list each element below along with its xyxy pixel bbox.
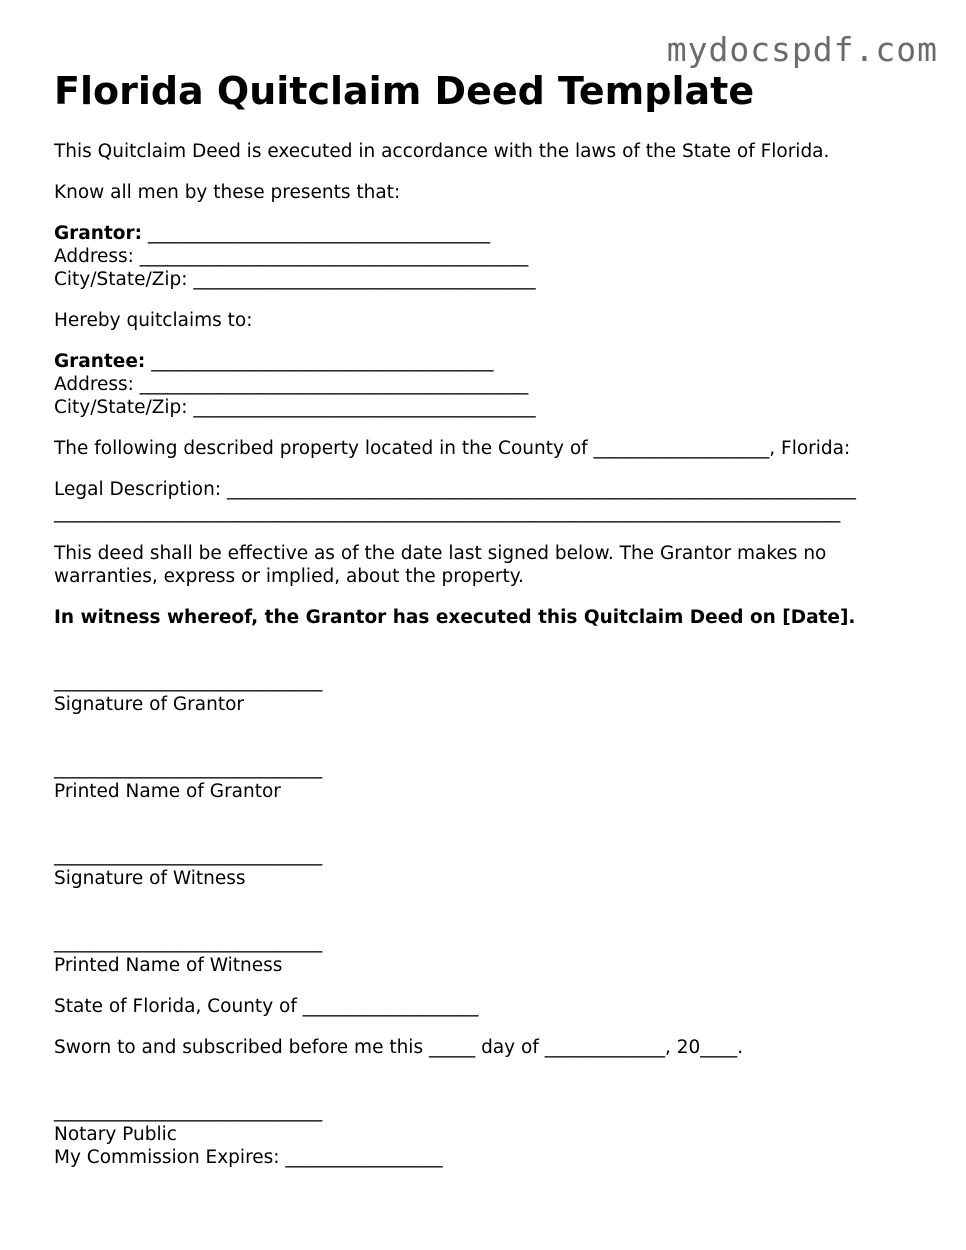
- property-county-field[interactable]: The following described property located in the County of ___________________, Florida:: [54, 438, 851, 459]
- signature-line[interactable]: _____________________________: [54, 671, 323, 692]
- grantee-name-line: _____________________________________: [145, 351, 494, 372]
- commission-expires-field[interactable]: My Commission Expires: _________________: [54, 1147, 443, 1168]
- grantee-label: Grantee:: [54, 351, 146, 372]
- grantor-field[interactable]: [54, 222, 914, 245]
- notary-block: [54, 1100, 914, 1169]
- legal-description-continuation[interactable]: _____________________________________________________________________________________: [54, 502, 841, 523]
- printed-name-witness: [54, 931, 914, 977]
- grantee-address-field[interactable]: Address: __________________________________________: [54, 374, 529, 395]
- grantee-city-field[interactable]: City/State/Zip: _____________________________________: [54, 397, 536, 418]
- signature-witness: [54, 844, 914, 890]
- witness-statement-text: In witness whereof, the Grantor has executed this Quitclaim Deed on [Date].: [54, 607, 856, 628]
- quitclaims-text: Hereby quitclaims to:: [54, 310, 253, 331]
- signature-line[interactable]: _____________________________: [54, 758, 323, 779]
- intro-text: This Quitclaim Deed is executed in accordance with the laws of the State of Florida.: [54, 141, 830, 162]
- notary-label: Notary Public: [54, 1124, 177, 1145]
- printed-name-grantor: [54, 757, 914, 803]
- effective-text: This deed shall be effective as of the date last signed below. The Grantor makes no warranties, express or implied, about the property.: [54, 543, 827, 587]
- grantor-name-line: _____________________________________: [142, 223, 491, 244]
- grantor-address-field[interactable]: Address: __________________________________________: [54, 246, 529, 267]
- signature-label: Signature of Witness: [54, 868, 246, 889]
- grantor-label: Grantor:: [54, 223, 143, 244]
- signature-grantor: [54, 670, 914, 716]
- witness-statement: [54, 606, 914, 629]
- signature-label: Printed Name of Witness: [54, 955, 283, 976]
- signature-label: Printed Name of Grantor: [54, 781, 281, 802]
- document-title: Florida Quitclaim Deed Template: [54, 69, 755, 113]
- grantee-field[interactable]: [54, 350, 914, 373]
- sworn-field[interactable]: Sworn to and subscribed before me this _____ day of _____________, 20____.: [54, 1037, 744, 1058]
- signature-line[interactable]: _____________________________: [54, 932, 323, 953]
- signature-label: Signature of Grantor: [54, 694, 245, 715]
- grantor-block: [54, 222, 914, 291]
- grantee-block: [54, 350, 914, 419]
- legal-description-field[interactable]: Legal Description: ____________________________________________________________________: [54, 479, 856, 500]
- watermark: mydocspdf.com: [666, 30, 938, 69]
- legal-description-block: [54, 478, 914, 524]
- signature-line[interactable]: _____________________________: [54, 845, 323, 866]
- notary-signature-line[interactable]: _____________________________: [54, 1101, 323, 1122]
- state-county-field[interactable]: State of Florida, County of ___________________: [54, 996, 479, 1017]
- grantor-city-field[interactable]: City/State/Zip: _____________________________________: [54, 269, 536, 290]
- know-all-text: Know all men by these presents that:: [54, 182, 401, 203]
- document-page: [54, 68, 914, 1169]
